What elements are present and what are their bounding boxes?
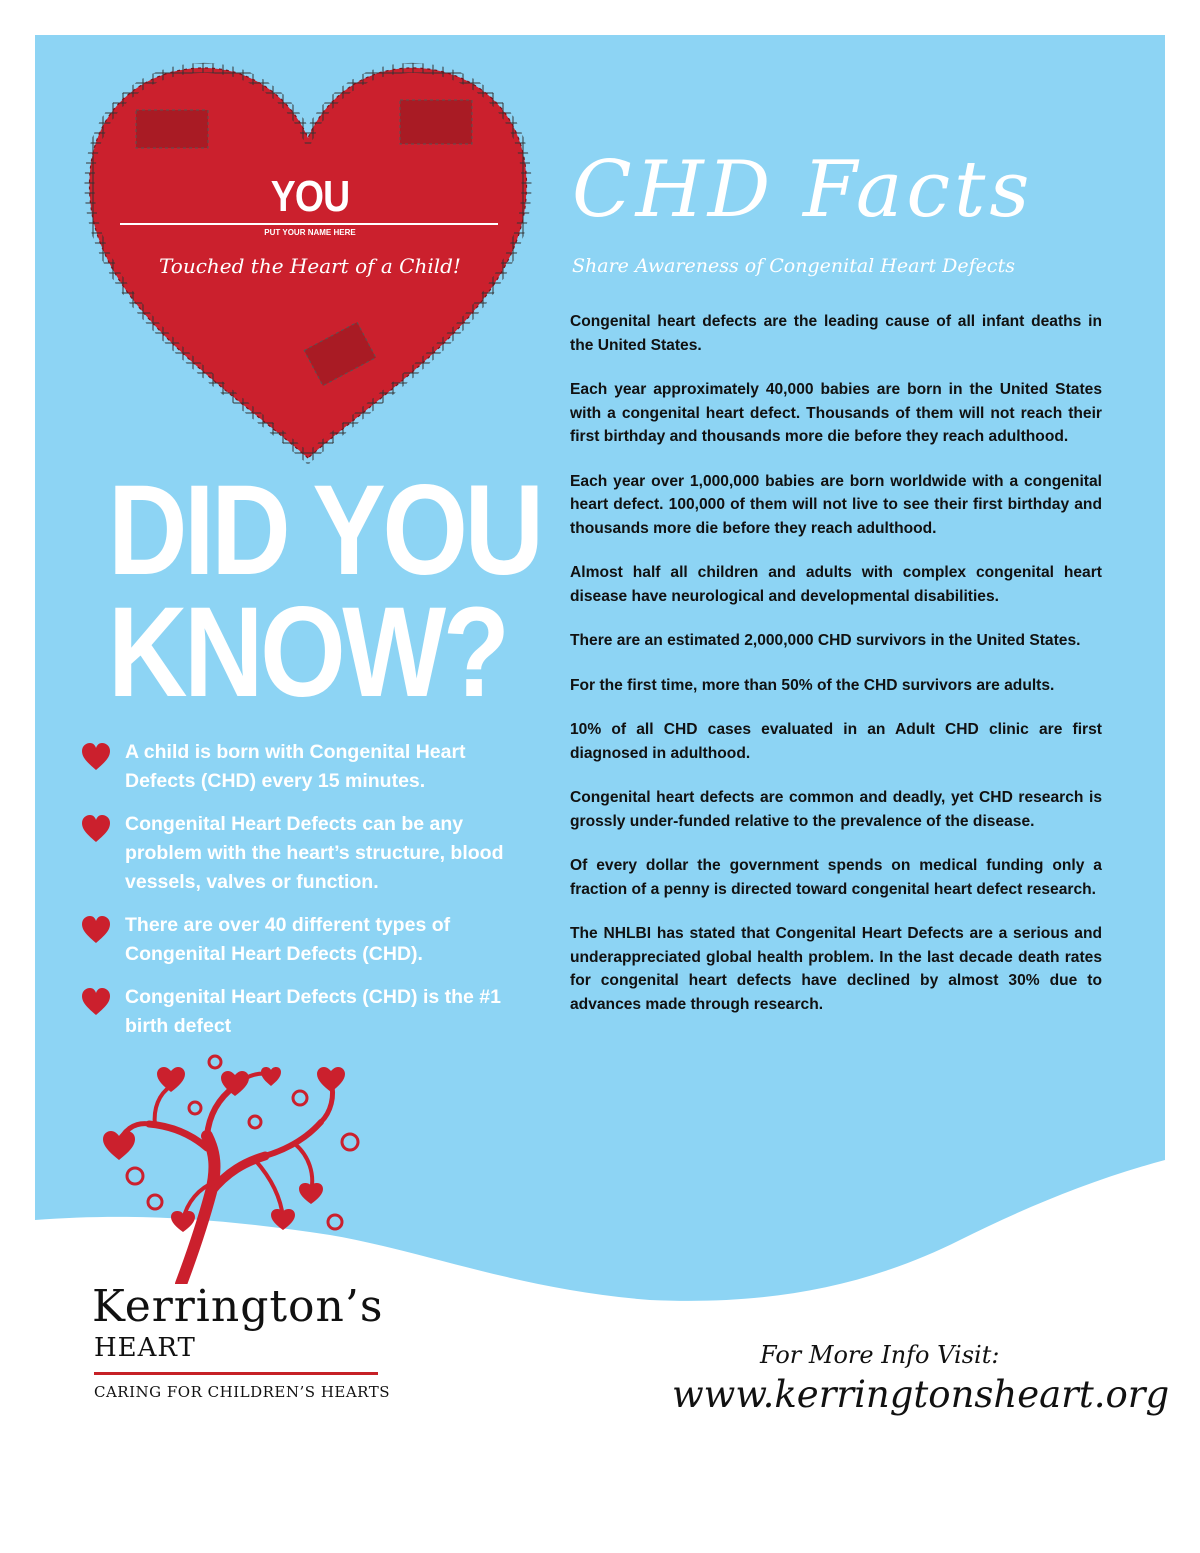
logo-tagline: CARING FOR CHILDREN’S HEARTS <box>94 1383 390 1401</box>
facts-subtitle: Share Awareness of Congenital Heart Defects <box>572 255 1015 277</box>
heart-tree-icon <box>95 1052 365 1284</box>
name-hint: PUT YOUR NAME HERE <box>264 228 356 237</box>
fact-paragraph: There are an estimated 2,000,000 CHD survivors in the United States. <box>570 632 1081 649</box>
list-item <box>80 738 530 796</box>
list-item <box>80 983 530 1041</box>
did-you-know-list <box>80 738 530 1055</box>
list-item <box>80 810 530 897</box>
you-label: YOU <box>270 172 350 221</box>
facts-title: CHD Facts <box>572 145 1034 235</box>
did-you-know-heading <box>108 459 541 724</box>
website-link[interactable]: www.kerringtonsheart.org <box>672 1373 1170 1416</box>
did-you-know-line1: DID YOU <box>108 459 541 602</box>
fact-paragraph: Each year approximately 40,000 babies are born in the United States with a congenital heart defect. Thousands of them will not reach their first birthday and thousands more die before they reach adulthood. <box>570 381 1102 445</box>
logo-divider <box>94 1372 378 1375</box>
heart-bullet-icon <box>80 742 112 772</box>
logo-name: Kerrington’s <box>92 1281 384 1332</box>
facts-list <box>570 310 1102 1037</box>
fact-paragraph: Almost half all children and adults with complex congenital heart disease have neurological and developmental disabilities. <box>570 564 1102 605</box>
bullet-text: Congenital Heart Defects can be any problem with the heart’s structure, blood vessels, valves or function. <box>125 813 504 893</box>
heart-bullet-icon <box>80 814 112 844</box>
fact-paragraph: Each year over 1,000,000 babies are born worldwide with a congenital heart defect. 100,000 of them will not live to see their first birthday and thousands more die before they reach adulthood. <box>570 472 1102 537</box>
fact-paragraph: Congenital heart defects are common and deadly, yet CHD research is grossly under-funded relative to the prevalence of the disease. <box>570 789 1102 830</box>
heart-tagline: Touched the Heart of a Child! <box>159 254 461 278</box>
logo-heart: HEART <box>94 1333 196 1363</box>
bullet-text: A child is born with Congenital Heart Defects (CHD) every 15 minutes. <box>125 741 466 792</box>
heart-bullet-icon <box>80 915 112 945</box>
fact-paragraph: The NHLBI has stated that Congenital Heart Defects are a serious and underappreciated global health problem. In the last decade death rates for congenital heart defects have declined by almost 30% due to advances made through research. <box>570 925 1102 1013</box>
list-item <box>80 911 530 969</box>
bullet-text: Congenital Heart Defects (CHD) is the #1 birth defect <box>125 986 501 1037</box>
fact-paragraph: Congenital heart defects are the leading cause of all infant deaths in the United States. <box>570 313 1102 354</box>
fact-paragraph: For the first time, more than 50% of the CHD survivors are adults. <box>570 676 1055 694</box>
more-info-label: For More Info Visit: <box>760 1341 1000 1369</box>
fact-paragraph: 10% of all CHD cases evaluated in an Adult CHD clinic are first diagnosed in adulthood. <box>570 721 1102 762</box>
did-you-know-line2: KNOW? <box>108 581 507 724</box>
fact-paragraph: Of every dollar the government spends on medical funding only a fraction of a penny is directed toward congenital heart defect research. <box>570 857 1102 898</box>
heart-bullet-icon <box>80 987 112 1017</box>
bullet-text: There are over 40 different types of Congenital Heart Defects (CHD). <box>125 914 451 965</box>
